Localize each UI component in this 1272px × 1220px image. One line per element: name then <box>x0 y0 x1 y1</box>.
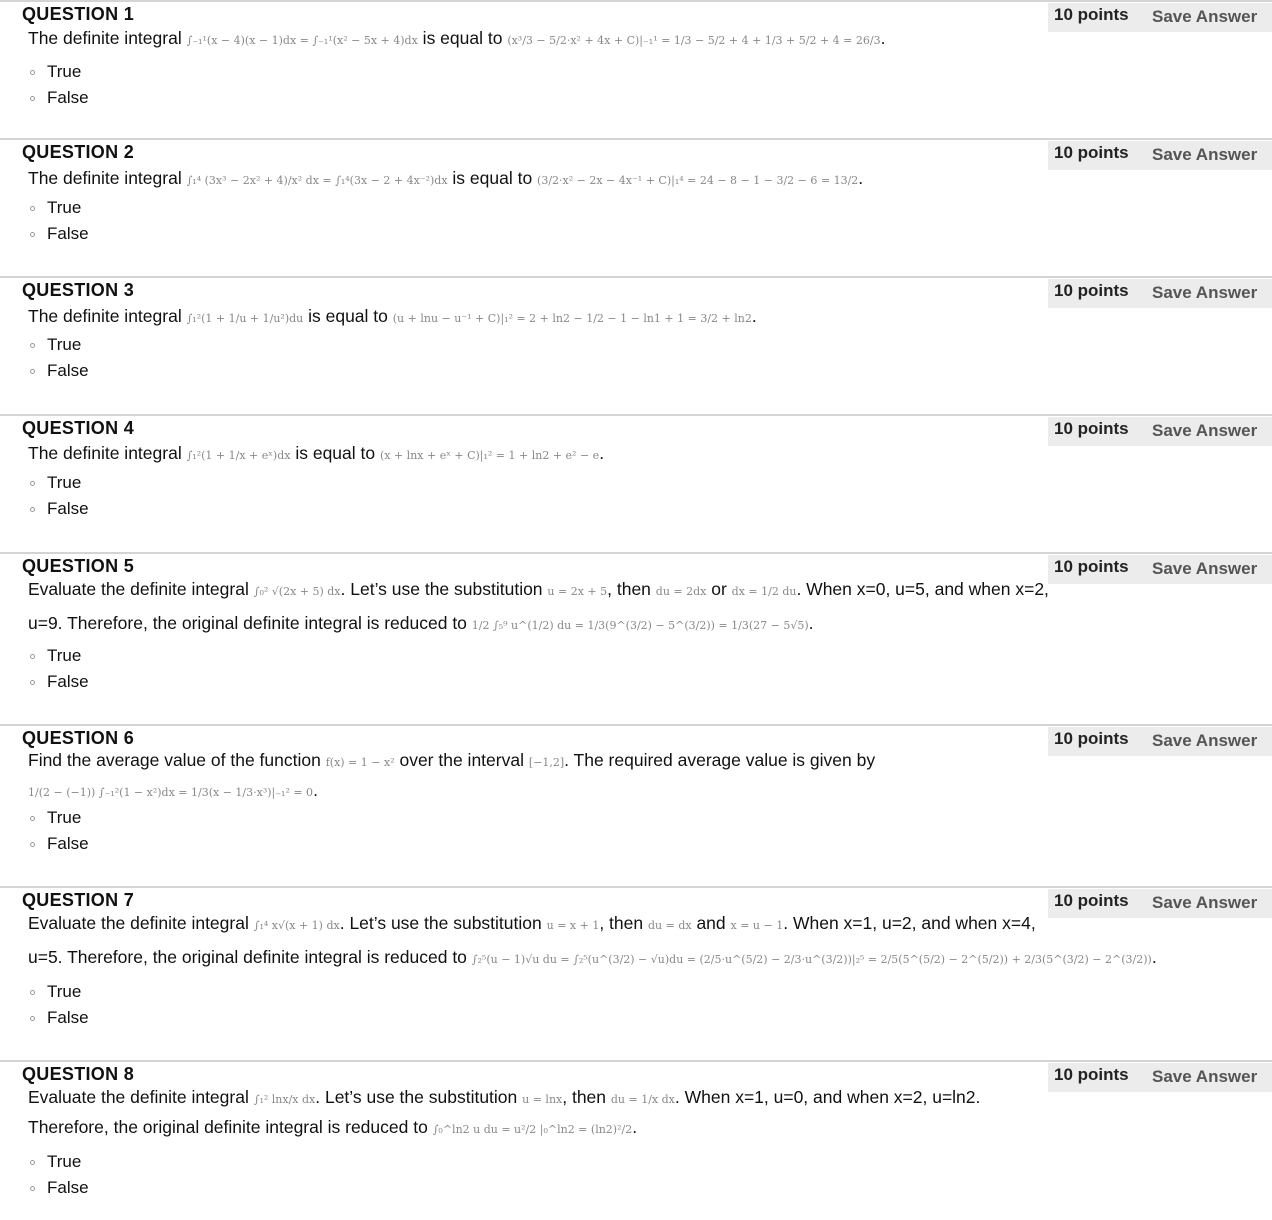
save-answer-button[interactable]: Save Answer <box>1152 1067 1258 1086</box>
question-text: . When x=1, u=2, and when x=4, <box>783 913 1036 933</box>
question-text: u=9. Therefore, the original definite integral is reduced to <box>28 613 472 633</box>
radio-button[interactable] <box>30 369 35 374</box>
math-expression: ∫₀^ln2 u du = u²/2 |₀^ln2 = (ln2)²/2 <box>432 1123 633 1136</box>
math-expression: u = x + 1 <box>546 919 600 932</box>
question-text: Find the average value of the function <box>28 750 326 770</box>
question-text: . When x=0, u=5, and when x=2, <box>796 579 1049 599</box>
question-text-line <box>28 906 1036 943</box>
question-block <box>0 276 1272 414</box>
question-title: QUESTION 5 <box>22 556 135 576</box>
save-answer-button[interactable]: Save Answer <box>1152 421 1258 440</box>
question-block <box>0 1060 1272 1220</box>
question-text: . <box>880 28 886 48</box>
question-block <box>0 724 1272 886</box>
question-text-line <box>28 940 1157 977</box>
question-header-bar <box>1048 279 1272 308</box>
question-title: QUESTION 1 <box>22 4 135 24</box>
option-label: False <box>47 499 89 518</box>
radio-button[interactable] <box>30 1016 35 1021</box>
save-answer-button[interactable]: Save Answer <box>1152 559 1258 578</box>
math-expression: ∫₁²(1 + 1/x + eˣ)dx <box>186 449 291 462</box>
points-label: 10 points <box>1054 729 1129 748</box>
answer-option-false[interactable] <box>30 834 89 854</box>
radio-button[interactable] <box>30 70 35 75</box>
answer-option-false[interactable] <box>30 361 89 381</box>
option-label: True <box>47 808 82 827</box>
question-text: Therefore, the original definite integral is reduced to <box>28 1117 433 1137</box>
save-answer-button[interactable]: Save Answer <box>1152 7 1258 26</box>
question-text-line <box>28 572 1049 609</box>
radio-button[interactable] <box>30 96 35 101</box>
question-text: , then <box>607 579 656 599</box>
question-text: . Let’s use the substitution <box>315 1087 523 1107</box>
question-text: , then <box>599 913 648 933</box>
question-text-line <box>28 436 604 473</box>
answer-option-false[interactable] <box>30 224 89 244</box>
question-title: QUESTION 6 <box>22 728 135 748</box>
question-header-bar <box>1048 141 1272 170</box>
save-answer-button[interactable]: Save Answer <box>1152 283 1258 302</box>
option-label: False <box>47 672 89 691</box>
math-expression: (3/2·x² − 2x − 4x⁻¹ + C)|₁⁴ = 24 − 8 − 1 − 3/2 − 6 = 13/2 <box>537 174 859 187</box>
option-label: True <box>47 335 82 354</box>
points-label: 10 points <box>1054 891 1129 910</box>
math-expression: (x³/3 − 5/2·x² + 4x + C)|₋₁¹ = 1/3 − 5/2 + 4 + 1/3 + 5/2 + 4 = 26/3 <box>507 34 881 47</box>
question-text: . <box>632 1117 638 1137</box>
question-text: Evaluate the definite integral <box>28 913 254 933</box>
math-expression: u = 2x + 5 <box>547 585 608 598</box>
radio-button[interactable] <box>30 654 35 659</box>
answer-option-false[interactable] <box>30 1178 89 1198</box>
question-header-bar <box>1048 889 1272 918</box>
question-text-line <box>28 299 757 336</box>
answer-option-false[interactable] <box>30 672 89 692</box>
save-answer-button[interactable]: Save Answer <box>1152 145 1258 164</box>
points-label: 10 points <box>1054 557 1129 576</box>
option-label: True <box>47 982 82 1001</box>
radio-button[interactable] <box>30 842 35 847</box>
question-text: is equal to <box>290 443 380 463</box>
question-text-line <box>28 606 814 643</box>
question-text: . The required average value is given by <box>564 750 876 770</box>
question-text: . <box>313 780 318 800</box>
question-text: over the interval <box>394 750 529 770</box>
question-text-line <box>28 1110 637 1147</box>
answer-option-true[interactable] <box>30 808 81 828</box>
answer-option-true[interactable] <box>30 62 81 82</box>
save-answer-button[interactable]: Save Answer <box>1152 893 1258 912</box>
question-text-line <box>28 21 885 58</box>
math-expression: ∫₀² √(2x + 5) dx <box>253 585 341 598</box>
radio-button[interactable] <box>30 507 35 512</box>
question-title: QUESTION 3 <box>22 280 135 300</box>
question-header-bar <box>1048 3 1272 32</box>
question-text: is equal to <box>447 168 538 188</box>
question-block <box>0 886 1272 1060</box>
answer-option-true[interactable] <box>30 1152 81 1172</box>
question-header-bar <box>1048 417 1272 446</box>
question-block <box>0 552 1272 724</box>
question-text: . <box>751 306 757 326</box>
question-text: is equal to <box>417 28 508 48</box>
question-header-bar <box>1048 1063 1272 1092</box>
math-expression: (x + lnx + eˣ + C)|₁² = 1 + ln2 + e² − e <box>379 449 600 462</box>
question-block <box>0 138 1272 276</box>
answer-option-true[interactable] <box>30 335 81 355</box>
question-text: The definite integral <box>28 28 187 48</box>
answer-option-true[interactable] <box>30 646 81 666</box>
points-label: 10 points <box>1054 419 1129 438</box>
question-text: Evaluate the definite integral <box>28 1087 254 1107</box>
question-text: is equal to <box>303 306 393 326</box>
question-text: . Let’s use the substitution <box>340 579 548 599</box>
math-expression: ∫₁⁴ (3x³ − 2x² + 4)/x² dx = ∫₁⁴(3x − 2 + 4x⁻²)dx <box>186 174 448 187</box>
question-text: and <box>691 913 731 933</box>
math-expression: 1/2 ∫₅⁹ u^(1/2) du = 1/3(9^(3/2) − 5^(3/2)) = 1/3(27 − 5√5) <box>471 619 809 632</box>
question-title: QUESTION 4 <box>22 418 135 438</box>
math-expression: dx = 1/2 du <box>731 585 797 598</box>
question-text: The definite integral <box>28 306 187 326</box>
save-answer-button[interactable]: Save Answer <box>1152 731 1258 750</box>
option-label: True <box>47 1152 82 1171</box>
option-label: False <box>47 361 89 380</box>
radio-button[interactable] <box>30 1160 35 1165</box>
radio-button[interactable] <box>30 232 35 237</box>
math-expression: ∫₁⁴ x√(x + 1) dx <box>253 919 340 932</box>
answer-option-true[interactable] <box>30 198 81 218</box>
option-label: False <box>47 1178 89 1197</box>
math-expression: ∫₁² lnx/x dx <box>253 1093 316 1106</box>
points-label: 10 points <box>1054 281 1129 300</box>
question-text: The definite integral <box>28 443 187 463</box>
question-text: or <box>706 579 732 599</box>
question-header-bar <box>1048 727 1272 756</box>
question-text: . <box>808 613 814 633</box>
option-label: False <box>47 224 89 243</box>
radio-button[interactable] <box>30 990 35 995</box>
radio-button[interactable] <box>30 1186 35 1191</box>
math-expression: du = dx <box>647 919 692 932</box>
question-text: , then <box>562 1087 611 1107</box>
math-expression: u = lnx <box>522 1093 563 1106</box>
radio-button[interactable] <box>30 206 35 211</box>
points-label: 10 points <box>1054 143 1129 162</box>
option-label: True <box>47 62 82 81</box>
option-label: True <box>47 473 82 492</box>
option-label: False <box>47 88 89 107</box>
option-label: False <box>47 834 89 853</box>
math-expression: du = 2dx <box>655 585 707 598</box>
math-expression: du = 1/x dx <box>610 1093 675 1106</box>
answer-option-false[interactable] <box>30 1008 89 1028</box>
question-text: . Let’s use the substitution <box>339 913 547 933</box>
question-text: The definite integral <box>28 168 187 188</box>
math-expression: [−1,2] <box>528 756 565 769</box>
math-expression: (u + lnu − u⁻¹ + C)|₁² = 2 + ln2 − 1/2 − 1 − ln1 + 1 = 3/2 + ln2 <box>392 312 752 325</box>
answer-option-true[interactable] <box>30 473 81 493</box>
radio-button[interactable] <box>30 481 35 486</box>
question-block <box>0 414 1272 552</box>
radio-button[interactable] <box>30 343 35 348</box>
answer-option-true[interactable] <box>30 982 81 1002</box>
question-header-bar <box>1048 555 1272 584</box>
question-text: . <box>858 168 864 188</box>
question-title: QUESTION 2 <box>22 142 135 162</box>
answer-option-false[interactable] <box>30 499 89 519</box>
question-text: Evaluate the definite integral <box>28 579 254 599</box>
math-expression: ∫₁²(1 + 1/u + 1/u²)du <box>186 312 304 325</box>
math-expression: 1/(2 − (−1)) ∫₋₁²(1 − x²)dx = 1/3(x − 1/3·x³)|₋₁² = 0 <box>28 786 314 799</box>
question-title: QUESTION 7 <box>22 890 135 910</box>
option-label: True <box>47 198 82 217</box>
question-text-line <box>28 773 318 810</box>
question-text: . <box>1151 947 1157 967</box>
question-text: u=5. Therefore, the original definite integral is reduced to <box>28 947 472 967</box>
answer-option-false[interactable] <box>30 88 89 108</box>
radio-button[interactable] <box>30 680 35 685</box>
option-label: False <box>47 1008 89 1027</box>
question-block <box>0 0 1272 138</box>
math-expression: f(x) = 1 − x² <box>325 756 395 769</box>
question-text: . <box>599 443 605 463</box>
points-label: 10 points <box>1054 1065 1129 1084</box>
radio-button[interactable] <box>30 816 35 821</box>
math-expression: x = u − 1 <box>730 919 784 932</box>
option-label: True <box>47 646 82 665</box>
question-text-line <box>28 161 863 198</box>
question-title: QUESTION 8 <box>22 1064 135 1084</box>
question-text: . When x=1, u=0, and when x=2, u=ln2. <box>674 1087 981 1107</box>
math-expression: ∫₂⁵(u − 1)√u du = ∫₂⁵(u^(3/2) − √u)du = (2/5·u^(5/2) − 2/3·u^(3/2))|₂⁵ = 2/5(5^(5/2) − 2^(5/2)) + 2/3(5^(3/2) − 2^(3/2)) <box>471 953 1152 966</box>
math-expression: ∫₋₁¹(x − 4)(x − 1)dx = ∫₋₁¹(x² − 5x + 4)dx <box>186 34 418 47</box>
points-label: 10 points <box>1054 5 1129 24</box>
